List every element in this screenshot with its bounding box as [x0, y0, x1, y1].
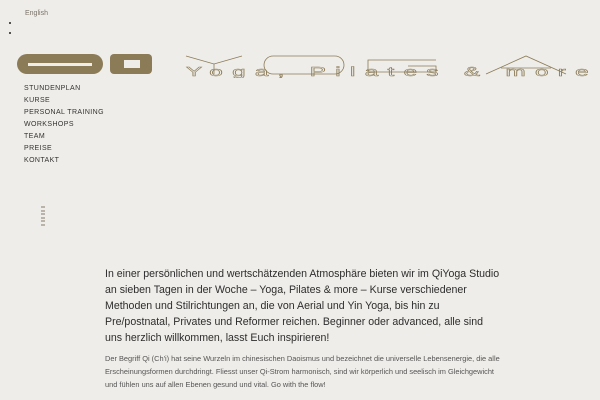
nav-item-team[interactable]: TEAM — [24, 133, 46, 140]
nav-item-preise[interactable]: PREISE — [24, 145, 53, 152]
menu-toggle-icon[interactable] — [41, 206, 45, 226]
nav-item-stundenplan[interactable]: STUNDENPLAN — [24, 85, 81, 92]
logo-i-gap — [124, 60, 140, 68]
intro-body-text: Der Begriff Qi (Ch'i) hat seine Wurzeln im chinesischen Daoismus und bezeichnet die universelle Lebensenergie, die alle Erscheinungsformen durchdringt. Fliesst unser Qi-Strom harmonisch, sind wir körperlich und seelisch im Gleichgewicht und fühlen uns auf allen Ebenen gesund und vital. Go with the flow! — [105, 354, 500, 389]
qiyoga-logo[interactable] — [16, 52, 600, 78]
nav-item-personal-training[interactable]: PERSONAL TRAINING — [24, 109, 104, 116]
main-navigation — [24, 83, 104, 167]
intro-lead-text: In einer persönlichen und wertschätzenden Atmosphäre bieten wir im QiYoga Studio an sieben Tagen in der Woche – Yoga, Pilates & more – Kurse verschiedener Methoden und Stilrichtungen an, die von Aerial und Yin Yoga, bis hin zu Pre/postnatal, Privates und Reformer reichen. Beginner oder advanced, alle sind uns herzlich willkommen, lasst Euch inspirieren! — [105, 268, 500, 344]
nav-item-kontakt[interactable]: KONTAKT — [24, 157, 60, 164]
nav-item-workshops[interactable]: WORKSHOPS — [24, 121, 74, 128]
empty-list — [11, 18, 19, 38]
logo-q-gap — [28, 63, 92, 66]
logo-tagline: Yoga, Pilates & more — [186, 64, 598, 78]
nav-item-kurse[interactable]: KURSE — [24, 97, 51, 104]
language-switch-link[interactable]: English — [25, 10, 48, 17]
